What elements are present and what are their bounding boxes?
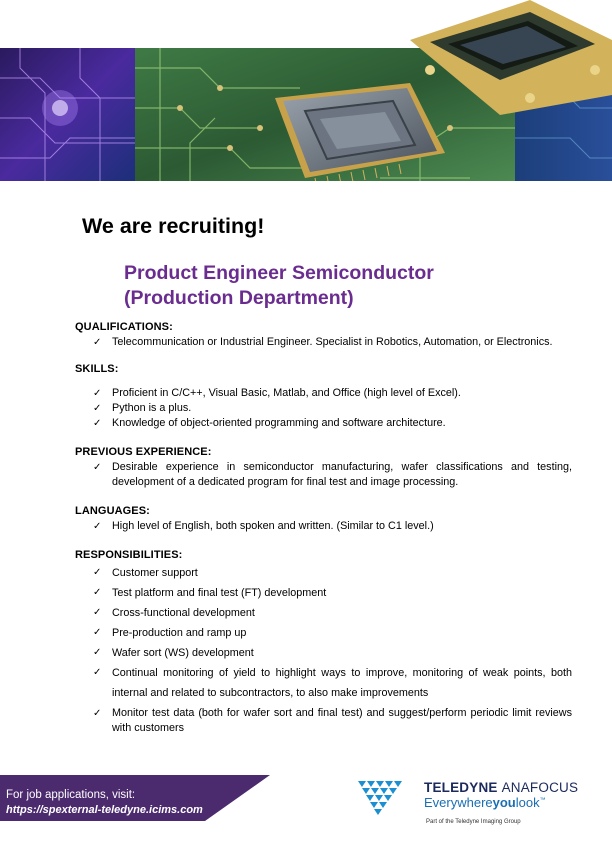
sensor-chip-image — [390, 0, 612, 115]
qualifications-list — [75, 335, 572, 350]
logo-group-text: Part of the Teledyne Imaging Group — [426, 819, 521, 825]
responsibilities-list — [75, 563, 572, 736]
list-item: ✓ Monitor test data (both for wafer sort and final test) and suggest/perform periodic limit reviews with customers — [93, 707, 572, 734]
job-title-line1: Product Engineer Semiconductor — [124, 262, 434, 284]
list-item: ✓ Test platform and final test (FT) development — [75, 583, 572, 603]
teledyne-logo — [358, 775, 579, 835]
languages-heading: LANGUAGES: — [75, 505, 150, 517]
list-item: ✓ Continual monitoring of yield to highlight ways to improve, monitoring of weak points, both internal and related to subcontractors, to also make improvements — [75, 663, 572, 703]
list-item: ✓ Python is a plus. — [93, 402, 192, 414]
apply-label: For job applications, visit: — [6, 789, 136, 801]
list-item: ✓ Customer support — [75, 563, 572, 583]
check-icon: ✓ — [93, 627, 102, 638]
list-item: ✓ Wafer sort (WS) development — [75, 643, 572, 663]
check-icon: ✓ — [93, 607, 102, 618]
job-description — [75, 320, 572, 736]
apply-link[interactable]: https://spexternal-teledyne.icims.com — [6, 804, 203, 816]
apply-info — [6, 788, 203, 818]
check-icon: ✓ — [93, 587, 102, 598]
list-item: ✓ Telecommunication or Industrial Engineer. Specialist in Robotics, Automation, or Electronics. — [93, 336, 553, 348]
logo-tagline: Everywhereyoulook™ — [424, 795, 546, 810]
check-icon: ✓ — [93, 337, 102, 348]
recruiting-heading: We are recruiting! — [82, 214, 265, 238]
experience-heading: PREVIOUS EXPERIENCE: — [75, 446, 212, 458]
check-icon: ✓ — [93, 567, 102, 578]
check-icon: ✓ — [93, 462, 102, 473]
list-item: ✓ High level of English, both spoken and written. (Similar to C1 level.) — [93, 520, 434, 532]
list-item: ✓ Pre-production and ramp up — [75, 623, 572, 643]
check-icon: ✓ — [93, 647, 102, 658]
languages-list — [75, 519, 572, 534]
skills-list — [75, 386, 572, 431]
check-icon: ✓ — [93, 521, 102, 532]
job-title — [124, 261, 434, 311]
check-icon: ✓ — [93, 418, 102, 429]
logo-mark-icon — [358, 777, 422, 817]
job-title-line2: (Production Department) — [124, 287, 354, 309]
list-item: ✓ Knowledge of object-oriented programming and software architecture. — [93, 417, 446, 429]
experience-list — [75, 460, 572, 490]
list-item: ✓ Desirable experience in semiconductor manufacturing, wafer classifications and testing, development of a dedicated program for final test and image processing. — [93, 461, 572, 488]
check-icon: ✓ — [93, 388, 102, 399]
list-item: ✓ Cross-functional development — [75, 603, 572, 623]
check-icon: ✓ — [93, 403, 102, 414]
qualifications-heading: QUALIFICATIONS: — [75, 321, 173, 333]
check-icon: ✓ — [93, 708, 102, 719]
logo-name: TELEDYNE ANAFOCUS — [424, 780, 579, 795]
check-icon: ✓ — [93, 667, 102, 678]
responsibilities-heading: RESPONSIBILITIES: — [75, 549, 183, 561]
list-item: ✓ Proficient in C/C++, Visual Basic, Matlab, and Office (high level of Excel). — [93, 387, 461, 399]
skills-heading: SKILLS: — [75, 363, 119, 375]
